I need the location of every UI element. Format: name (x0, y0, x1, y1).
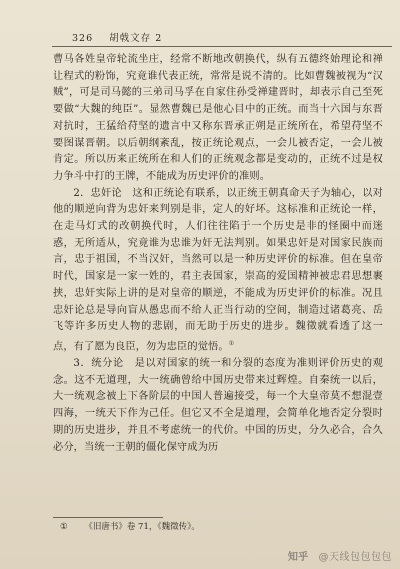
running-header (72, 30, 392, 46)
footnote-marker: ① (60, 522, 68, 532)
watermark-user: @天线包包包包 (318, 552, 392, 563)
paragraph-loyalty-theory (53, 186, 383, 356)
watermark (288, 548, 392, 563)
paragraph-unity-theory: 3．统分论 是以对国家的统一和分裂的态度为准则评价历史的观念。这不无道理，大一统确曾给中国历史带来过辉煌。自秦统一以后，大一统观念被上下各阶层的中国人普遍接受，每一个大皇帝莫不想混壹四海，一统天下作为己任。但它又不全是道理，会简单化地否定分裂时期的历史进步，并且不考虑统一的代价。中国的历史，分久必合，合久必分，当统一王朝的僵化保守成为历 (53, 358, 383, 453)
book-title: 胡戟文存 2 (109, 33, 163, 44)
body-text (53, 52, 383, 456)
footnote-reference: ① (228, 339, 235, 347)
header-rule (52, 46, 392, 47)
watermark-site: 知乎 (287, 552, 309, 563)
footnote (60, 521, 360, 533)
footnote-text: 《旧唐书》卷 71，《魏徵传》。 (84, 522, 200, 532)
paragraph-continued: 曹马各姓皇帝轮流坐庄，经常不断地改朝换代，纵有五德终始理论和禅让程式的粉饰，究竟谁代表正统，常常是说不清的。比如曹魏被视为“汉贼”，可是司马懿的三弟司马孚在自家住孙受禅建晋时，却表示自己至死要做“大魏的纯臣”。显然曹魏已是他心目中的正统。而当十六国与东晋对抗时，王猛给苻坚的遗言中又称东晋承正朔是正统所在，希望苻坚不要图谋晋朝。以后朝纲紊乱，按正统论观点，一会儿被否定，一会儿被肯定。所以历来正统所在和人们的正统观念都是变动的，正统不过是权力争斗中打的王牌，不能成为历史评价的准则。 (53, 54, 383, 182)
footnote-rule (53, 517, 163, 518)
page-number: 326 (72, 33, 94, 44)
paragraph-loyalty-text: 2．忠奸论 这和正统论有联系，以正统王朝真命天子为轴心，以对他的顺逆向背为忠奸来判别是非，定人的好坏。这标准和正统论一样，在走马灯式的改朝换代时，人们往往陷于一个历史是非的怪圈中而迷惑，无所适从，究竟谁为忠谁为奸无法判别。如果忠奸是对国家民族而言，忠于祖国，不当汉奸，当然可以是一种历史评价的标准。但在皇帝时代，国家是一家一姓的，君主表国家，崇高的爱国精神被忠君思想裹挟，忠奸实际上讲的是对皇帝的顺逆，不能成为历史评价的标准。况且忠奸论总是导向盲从愚忠而不给人正当行动的空间，制造过诸葛亮、岳飞等许多历史人物的悲剧，而无助于历史的进步。魏徵就看透了这一点，有了愿为良臣，勿为忠臣的觉悟。 (53, 187, 383, 353)
